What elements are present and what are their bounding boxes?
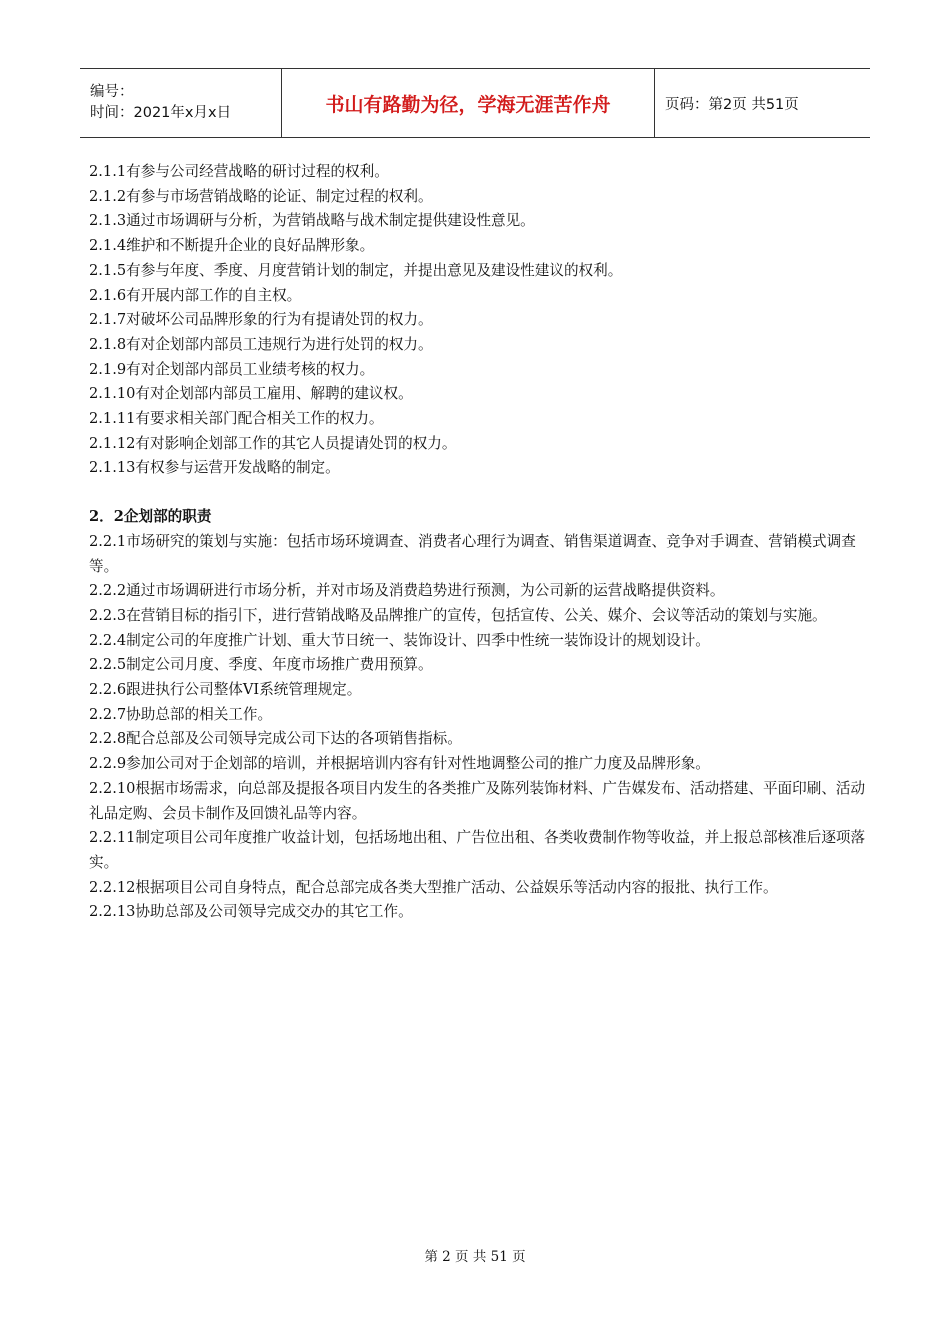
duty-item: 2.2.3在营销目标的指引下，进行营销战略及品牌推广的宣传，包括宣传、公关、媒介、会议等活动的策划与实施。 (89, 606, 827, 624)
rights-item: 2.1.8有对企划部内部员工违规行为进行处罚的权力。 (89, 335, 433, 353)
rights-item: 2.1.1有参与公司经营战略的研讨过程的权利。 (89, 163, 389, 180)
rights-item: 2.1.3通过市场调研与分析，为营销战略与战术制定提供建设性意见。 (89, 212, 535, 230)
duty-item: 2.2.4制定公司的年度推广计划、重大节日统一、装饰设计、四季中性统一装饰设计的规划设计。 (89, 631, 710, 649)
duty-item: 2.2.11制定项目公司年度推广收益计划，包括场地出租、广告位出租、各类收费制作物等收益，并上报总部核准后逐项落实。 (89, 829, 866, 871)
duty-item: 2.2.10根据市场需求，向总部及提报各项目内发生的各类推广及陈列装饰材料、广告媒发布、活动搭建、平面印刷、活动礼品定购、会员卡制作及回馈礼品等内容。 (89, 779, 866, 822)
rights-item: 2.1.11有要求相关部门配合相关工作的权力。 (89, 410, 384, 428)
page-footer: 第 2 页 共 51 页 (424, 1249, 526, 1265)
duty-item: 2.2.7协助总部的相关工作。 (89, 705, 273, 723)
header-motto: 书山有路勤为径，学海无涯苦作舟 (281, 69, 655, 137)
header-meta (80, 69, 281, 137)
rights-item: 2.1.4维护和不断提升企业的良好品牌形象。 (89, 237, 375, 255)
section-gap (89, 481, 875, 505)
rights-item: 2.1.13有权参与运营开发战略的制定。 (89, 459, 340, 477)
duty-item: 2.2.13协助总部及公司领导完成交办的其它工作。 (89, 903, 413, 921)
doc-date: 时间：2021年x月x日 (90, 105, 232, 121)
duty-item: 2.2.12根据项目公司自身特点，配合总部完成各类大型推广活动、公益娱乐等活动内容的报批、执行工作。 (89, 878, 778, 896)
duty-item: 2.2.8配合总部及公司领导完成公司下达的各项销售指标。 (89, 730, 462, 748)
rights-item: 2.1.2有参与市场营销战略的论证、制定过程的权利。 (89, 187, 433, 205)
header-page-info: 页码：第2页 共51页 (665, 96, 799, 113)
rights-item: 2.1.7对破坏公司品牌形象的行为有提请处罚的权力。 (89, 311, 433, 329)
page-header (80, 68, 870, 138)
duty-item: 2.2.9参加公司对于企划部的培训，并根据培训内容有针对性地调整公司的推广力度及品牌形象。 (89, 755, 710, 773)
section-heading: 2．2企划部的职责 (89, 508, 212, 526)
duty-item: 2.2.6跟进执行公司整体VI系统管理规定。 (89, 681, 362, 699)
rights-item: 2.1.12有对影响企划部工作的其它人员提请处罚的权力。 (89, 434, 457, 452)
duty-item: 2.2.5制定公司月度、季度、年度市场推广费用预算。 (89, 656, 433, 674)
rights-item: 2.1.5有参与年度、季度、月度营销计划的制定，并提出意见及建设性建议的权利。 (89, 261, 623, 279)
rights-item: 2.1.9有对企划部内部员工业绩考核的权力。 (89, 360, 375, 378)
rights-item: 2.1.10有对企划部内部员工雇用、解聘的建议权。 (89, 385, 413, 403)
rights-item: 2.1.6有开展内部工作的自主权。 (89, 286, 302, 304)
duty-item: 2.2.2通过市场调研进行市场分析，并对市场及消费趋势进行预测，为公司新的运营战略提供资料。 (89, 582, 725, 600)
duty-item: 2.2.1市场研究的策划与实施：包括市场环境调查、消费者心理行为调查、销售渠道调查、竞争对手调查、营销模式调查等。 (89, 532, 856, 575)
document-body (89, 160, 875, 925)
doc-number-label: 编号： (90, 84, 134, 100)
